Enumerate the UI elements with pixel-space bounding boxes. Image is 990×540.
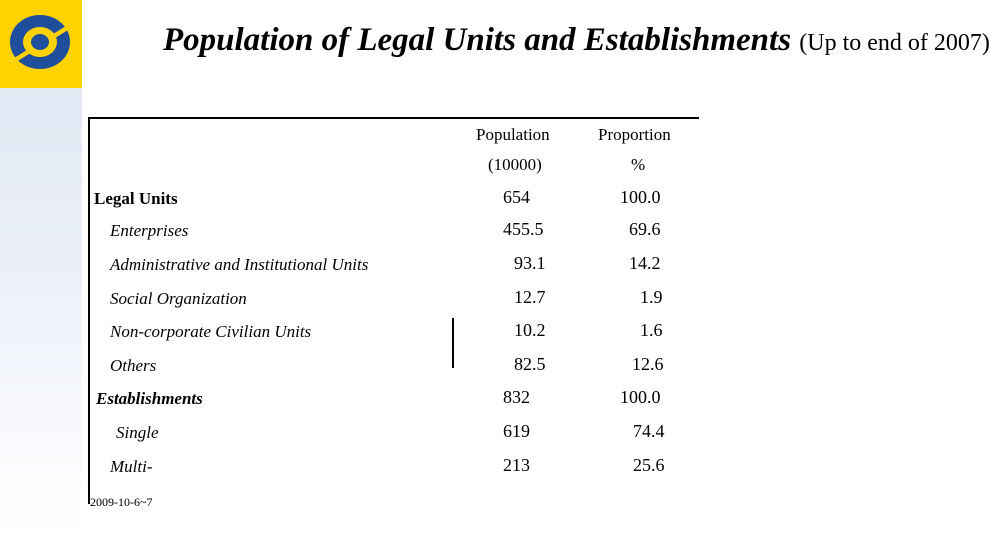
row-label-establishments: Establishments: [96, 389, 203, 408]
row-label-non-corporate: Non-corporate Civilian Units: [110, 322, 312, 341]
row-label-multi: Multi-: [110, 457, 153, 476]
population-table: [88, 117, 699, 504]
row-proportion-administrative: 14.2: [629, 253, 661, 273]
footer-date: 2009-10-6~7: [90, 495, 153, 509]
row-proportion-social-organization: 1.9: [640, 287, 663, 307]
row-population-others: 82.5: [514, 354, 546, 374]
row-population-establishments: 832: [503, 387, 530, 407]
row-label-legal-units: Legal Units: [94, 189, 178, 208]
row-proportion-legal-units: 100.0: [620, 187, 661, 207]
page-title: [163, 18, 990, 66]
header-proportion-unit: %: [631, 155, 646, 174]
row-label-others: Others: [110, 356, 157, 375]
row-proportion-enterprises: 69.6: [629, 219, 661, 239]
row-proportion-establishments: 100.0: [620, 387, 661, 407]
row-proportion-multi: 25.6: [633, 455, 665, 475]
row-population-multi: 213: [503, 455, 530, 475]
header-population-unit: (10000): [488, 155, 542, 174]
header-proportion: Proportion: [598, 125, 671, 144]
row-label-social-organization: Social Organization: [110, 289, 247, 308]
row-label-enterprises: Enterprises: [110, 221, 189, 240]
row-population-single: 619: [503, 421, 530, 441]
row-population-legal-units: 654: [503, 187, 530, 207]
row-population-social-organization: 12.7: [514, 287, 546, 307]
logo: [0, 0, 82, 88]
row-proportion-others: 12.6: [632, 354, 664, 374]
title-subtitle: (Up to end of 2007): [799, 30, 990, 56]
row-proportion-non-corporate: 1.6: [640, 320, 663, 340]
left-sidebar: [0, 0, 82, 540]
row-population-administrative: 93.1: [514, 253, 546, 273]
row-label-single: Single: [116, 423, 159, 442]
row-population-non-corporate: 10.2: [514, 320, 546, 340]
row-label-administrative: Administrative and Institutional Units: [110, 255, 369, 274]
table-divider: [452, 318, 454, 368]
title-main: Population of Legal Units and Establishments: [163, 22, 792, 58]
row-population-enterprises: 455.5: [503, 219, 544, 239]
row-proportion-single: 74.4: [633, 421, 665, 441]
header-population: Population: [476, 125, 550, 144]
logo-emblem-icon: [4, 8, 76, 76]
